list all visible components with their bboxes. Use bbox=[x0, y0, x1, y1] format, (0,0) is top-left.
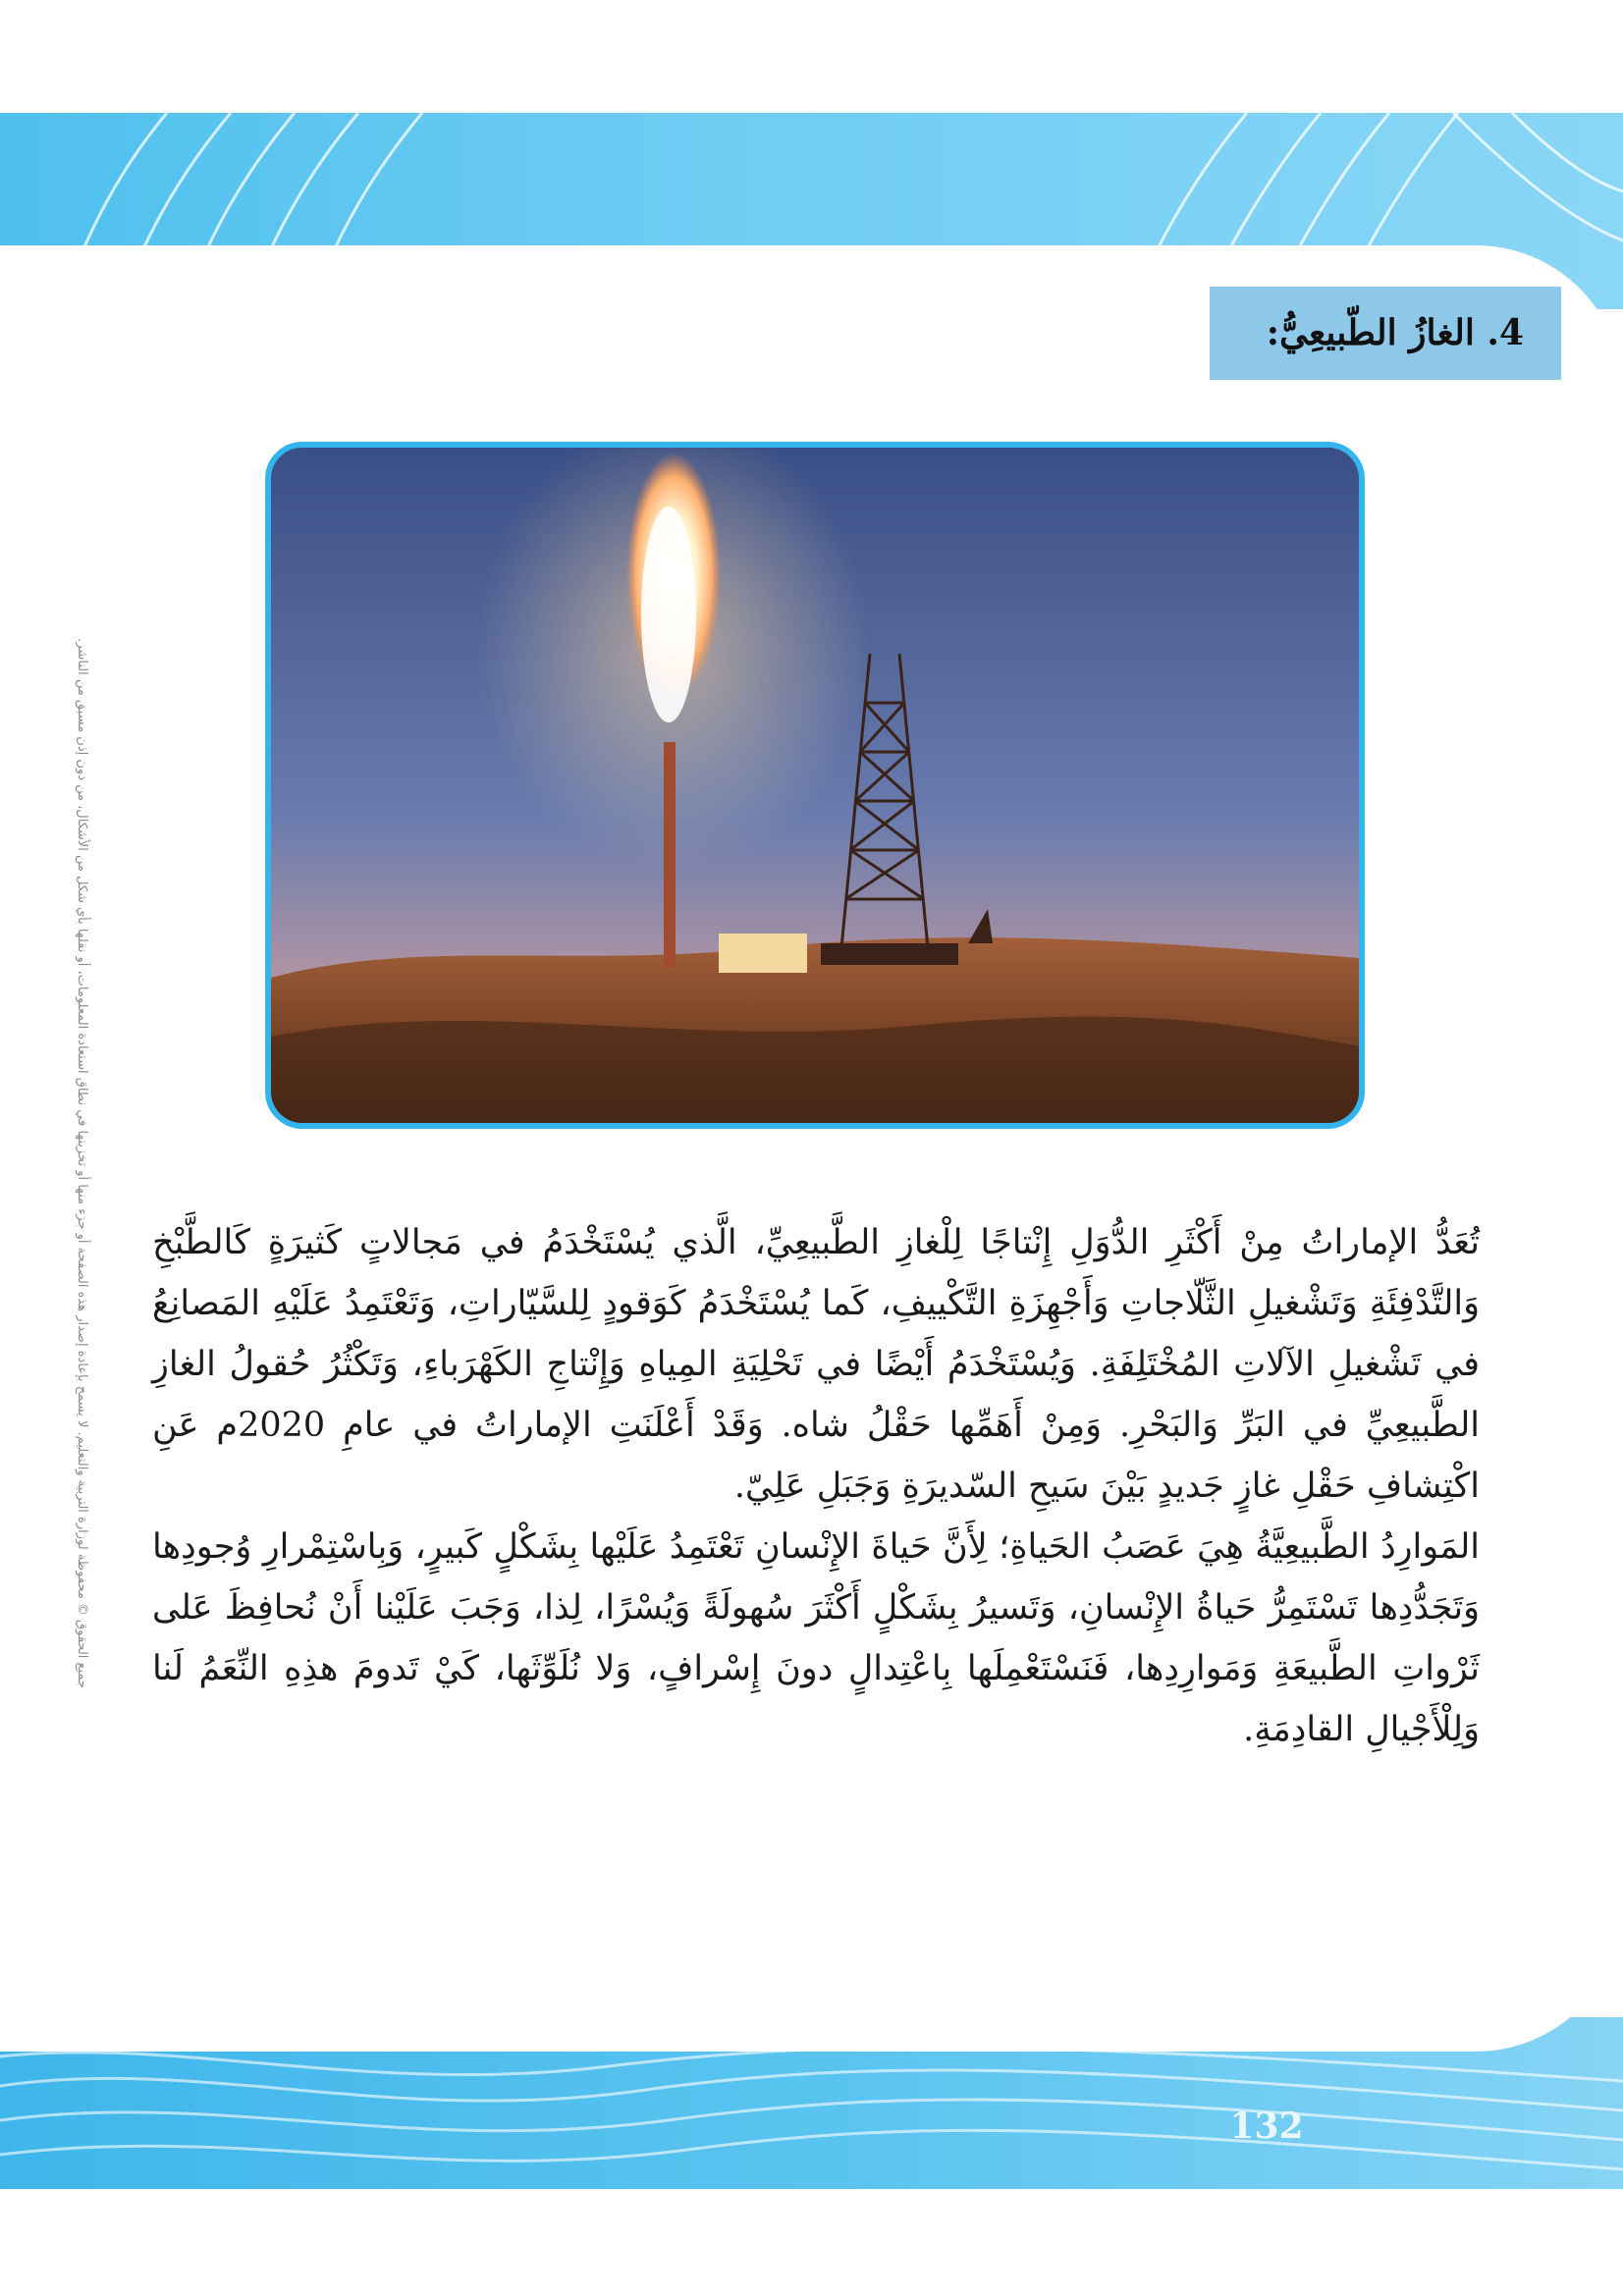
gas-flare-illustration bbox=[271, 448, 1359, 1123]
body-text bbox=[152, 1212, 1480, 1760]
gas-field-photo bbox=[265, 442, 1365, 1129]
paragraph-natural-gas: تُعَدُّ الإماراتُ مِنْ أَكْثَرِ الدُّوَلِ إِنْتاجًا لِلْغازِ الطَّبيعِيِّ، الَّذي يُسْتَخْدَمُ في مَجالاتٍ كَثيرَةٍ كَالطَّبْخِ وَالتَّدْفِئَةِ وَتَشْغيلِ الثَّلّاجاتِ وَأَجْهِزَةِ التَّكْييفِ، كَما يُسْتَخْدَمُ كَوَقودٍ لِلسَّيّاراتِ، وَتَعْتَمِدُ عَلَيْهِ المَصانِعُ في تَشْغيلِ الآلاتِ المُخْتَلِفَةِ. وَيُسْتَخْدَمُ أَيْضًا في تَحْلِيَةِ المِياهِ وَإِنْتاجِ الكَهْرَباءِ، وَتَكْثُرُ حُقولُ الغازِ الطَّبيعِيِّ في البَرِّ وَالبَحْرِ. وَمِنْ أَهَمِّها حَقْلُ شاه. وَقَدْ أَعْلَنَتِ الإماراتُ في عامِ 2020م عَنِ اكْتِشافِ حَقْلِ غازٍ جَديدٍ بَيْنَ سَيحِ السّديرَةِ وَجَبَلِ عَلِيّ. bbox=[152, 1223, 1480, 1506]
page bbox=[0, 113, 1623, 2189]
paragraph-natural-resources: المَوارِدُ الطَّبيعِيَّةُ هِيَ عَصَبُ الحَياةِ؛ لِأَنَّ حَياةَ الإِنْسانِ تَعْتَمِدُ عَلَيْها بِشَكْلٍ كَبيرٍ، وَبِاسْتِمْرارِ وُجودِها وَتَجَدُّدِها تَسْتَمِرُّ حَياةُ الإِنْسانِ، وَتَسيرُ بِشَكْلٍ أَكْثَرَ سُهولَةً وَيُسْرًا، لِذا، وَجَبَ عَلَيْنا أَنْ نُحافِظَ عَلى ثَرْواتِ الطَّبيعَةِ وَمَوارِدِها، فَنَسْتَعْمِلَها بِاعْتِدالٍ دونَ إِسْرافٍ، وَلا نُلَوِّثَها، كَيْ تَدومَ هذِهِ النِّعَمُ لَنا وَلِلْأَجْيالِ القادِمَةِ. bbox=[152, 1527, 1480, 1749]
section-heading: 4. الغازُ الطّبيعِيُّ: bbox=[1210, 287, 1561, 380]
page-number: 132 bbox=[1229, 2106, 1304, 2147]
copyright-notice: جميع الحقوق © محفوظة لوزارة التربية والتعليم. لا يسمح بإعادة إصدار هذه الصفحة أو جزء منها أو تخزينها في نطاق استعادة المعلومات، أو نقلها بأي شكل من الأشكال، من دون إذن مسبق من الناشر. bbox=[75, 638, 89, 1688]
copyright-strip bbox=[67, 599, 96, 1728]
